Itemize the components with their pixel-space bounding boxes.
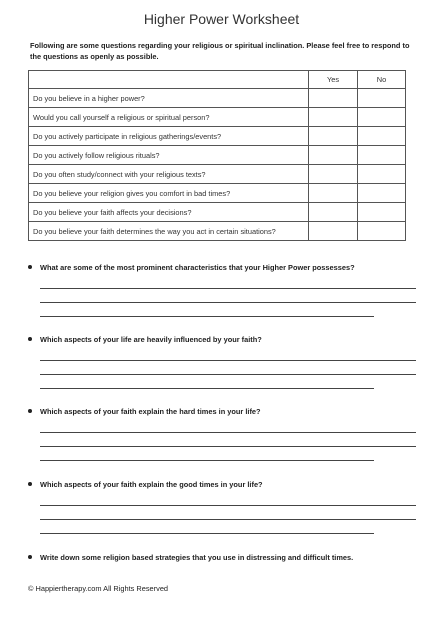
row-question: Would you call yourself a religious or spiritual person? — [29, 108, 309, 127]
table-row — [29, 108, 406, 127]
bullet-icon — [28, 265, 32, 269]
intro-text: Following are some questions regarding your religious or spiritual inclination. Please feel free to respond to the questions as openly as possible. — [30, 41, 410, 61]
question-text: Write down some religion based strategies that you use in distressing and difficult times. — [40, 553, 354, 562]
answer-line[interactable] — [40, 432, 416, 433]
yes-cell[interactable] — [309, 222, 358, 241]
answer-line[interactable] — [40, 533, 374, 534]
yes-cell[interactable] — [309, 127, 358, 146]
copyright-footer: © Happiertherapy.com All Rights Reserved — [28, 584, 169, 593]
answer-line[interactable] — [40, 302, 416, 303]
yes-cell[interactable] — [309, 108, 358, 127]
no-cell[interactable] — [358, 222, 406, 241]
no-cell[interactable] — [358, 165, 406, 184]
header-no: No — [358, 71, 406, 89]
bullet-icon — [28, 337, 32, 341]
no-cell[interactable] — [358, 108, 406, 127]
row-question: Do you believe your religion gives you comfort in bad times? — [29, 184, 309, 203]
question-text: Which aspects of your faith explain the good times in your life? — [40, 480, 263, 489]
yes-cell[interactable] — [309, 146, 358, 165]
no-cell[interactable] — [358, 146, 406, 165]
answer-line[interactable] — [40, 446, 416, 447]
table-row — [29, 222, 406, 241]
table-header-row — [29, 71, 406, 89]
page-title: Higher Power Worksheet — [143, 11, 300, 27]
answer-line[interactable] — [40, 316, 374, 317]
bullet-icon — [28, 555, 32, 559]
answer-line[interactable] — [40, 505, 416, 506]
header-yes: Yes — [309, 71, 358, 89]
question-text: Which aspects of your faith explain the hard times in your life? — [40, 407, 261, 416]
yes-cell[interactable] — [309, 184, 358, 203]
table-row — [29, 165, 406, 184]
bullet-icon — [28, 482, 32, 486]
no-cell[interactable] — [358, 184, 406, 203]
table-row — [29, 146, 406, 165]
table-row — [29, 89, 406, 108]
answer-line[interactable] — [40, 388, 374, 389]
question-text: What are some of the most prominent characteristics that your Higher Power possesses? — [40, 263, 355, 272]
question-text: Which aspects of your life are heavily influenced by your faith? — [40, 335, 262, 344]
questions-table — [28, 70, 406, 241]
yes-cell[interactable] — [309, 89, 358, 108]
yes-cell[interactable] — [309, 165, 358, 184]
answer-line[interactable] — [40, 360, 416, 361]
yes-cell[interactable] — [309, 203, 358, 222]
bullet-icon — [28, 409, 32, 413]
row-question: Do you actively follow religious rituals? — [29, 146, 309, 165]
no-cell[interactable] — [358, 203, 406, 222]
row-question: Do you believe in a higher power? — [29, 89, 309, 108]
answer-line[interactable] — [40, 288, 416, 289]
no-cell[interactable] — [358, 127, 406, 146]
table-row — [29, 127, 406, 146]
no-cell[interactable] — [358, 89, 406, 108]
row-question: Do you believe your faith determines the way you act in certain situations? — [29, 222, 309, 241]
answer-line[interactable] — [40, 460, 374, 461]
table-row — [29, 203, 406, 222]
table-row — [29, 184, 406, 203]
row-question: Do you often study/connect with your religious texts? — [29, 165, 309, 184]
row-question: Do you believe your faith affects your decisions? — [29, 203, 309, 222]
answer-line[interactable] — [40, 374, 416, 375]
answer-line[interactable] — [40, 519, 416, 520]
row-question: Do you actively participate in religious gatherings/events? — [29, 127, 309, 146]
header-question — [29, 71, 309, 89]
